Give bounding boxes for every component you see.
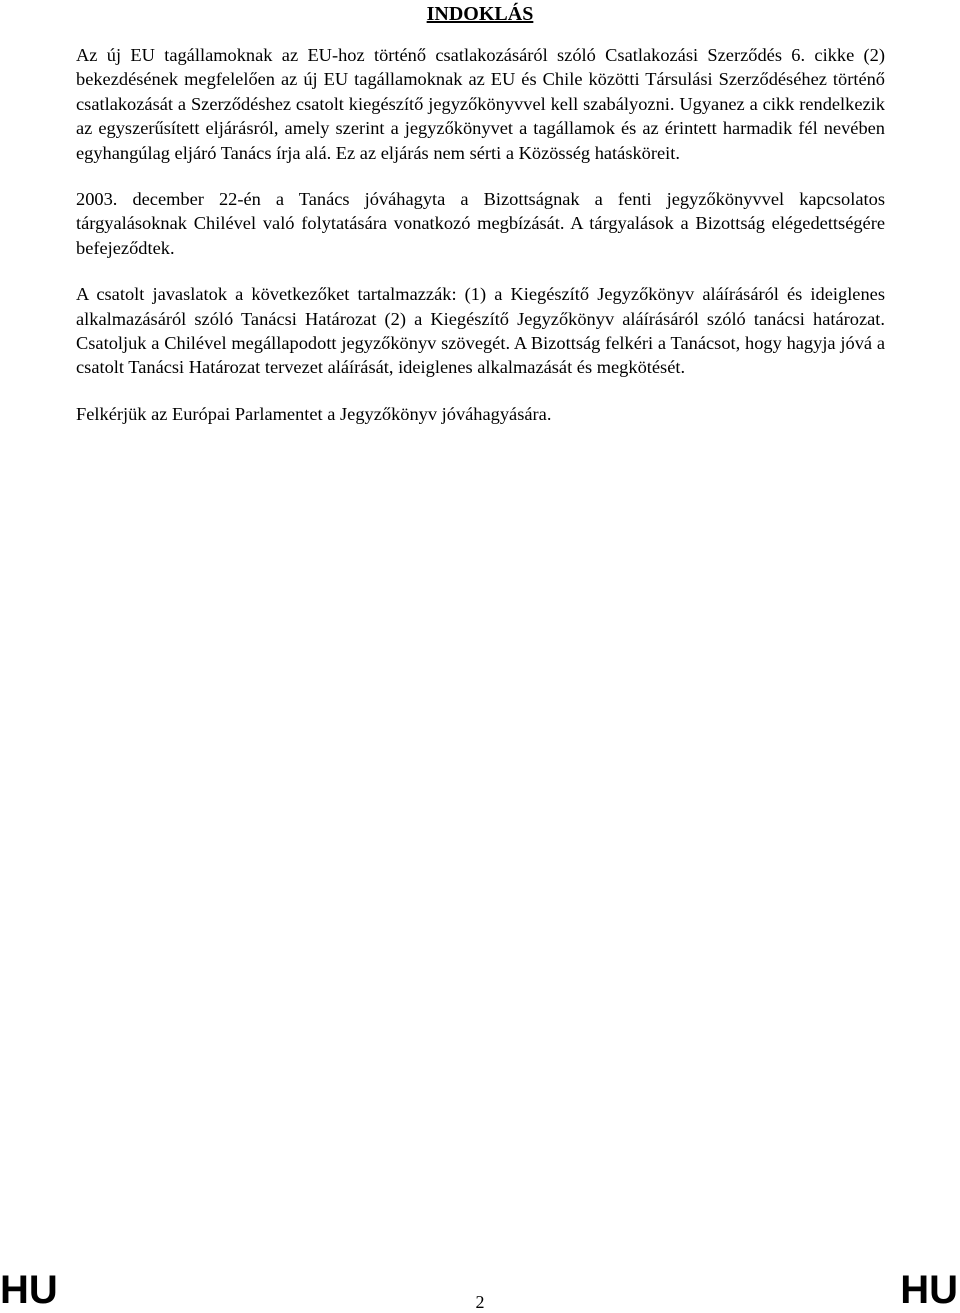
paragraph-2: 2003. december 22-én a Tanács jóváhagyta a Bizottságnak a fenti jegyzőkönyvvel kapcsolatos tárgyalásoknak Chilével való folytatására vonatkozó megbízását. A tárgyalások a Bizottság elégedettségére befejeződtek. xyxy=(76,189,885,258)
paragraph-1: Az új EU tagállamoknak az EU-hoz történő csatlakozásáról szóló Csatlakozási Szerződés 6. cikke (2) bekezdésének megfelelően az új EU tagállamoknak az EU és Chile közötti Társulási Szerződéséhez történő csatlakozását a Szerződéshez csatolt kiegészítő jegyzőkönyvvel kell szabályozni. Ugyanez a cikk rendelkezik az egyszerűsített eljárásról, amely szerint a jegyzőkönyvet a tagállamok és az érintett harmadik fél nevében egyhangúlag eljáró Tanács írja alá. Ez az eljárás nem sérti a Közösség hatásköreit. xyxy=(76,45,885,163)
footer-language-code-left: HU xyxy=(0,1268,58,1312)
paragraph-4: Felkérjük az Európai Parlamentet a Jegyzőkönyv jóváhagyására. xyxy=(76,403,552,424)
footer-language-code-right: HU xyxy=(900,1268,958,1312)
document-body xyxy=(76,43,885,448)
document-title: INDOKLÁS xyxy=(426,3,534,25)
page-number: 2 xyxy=(475,1292,485,1312)
paragraph-3: A csatolt javaslatok a következőket tartalmazzák: (1) a Kiegészítő Jegyzőkönyv aláírásáról és ideiglenes alkalmazásáról szóló Tanácsi Határozat (2) a Kiegészítő Jegyzőkönyv aláírásáról szóló tanácsi határozat. Csatoljuk a Chilével megállapodott jegyzőkönyv szövegét. A Bizottság felkéri a Tanácsot, hogy hagyja jóvá a csatolt Tanácsi Határozat tervezet aláírását, ideiglenes alkalmazását és megkötését. xyxy=(76,284,885,378)
